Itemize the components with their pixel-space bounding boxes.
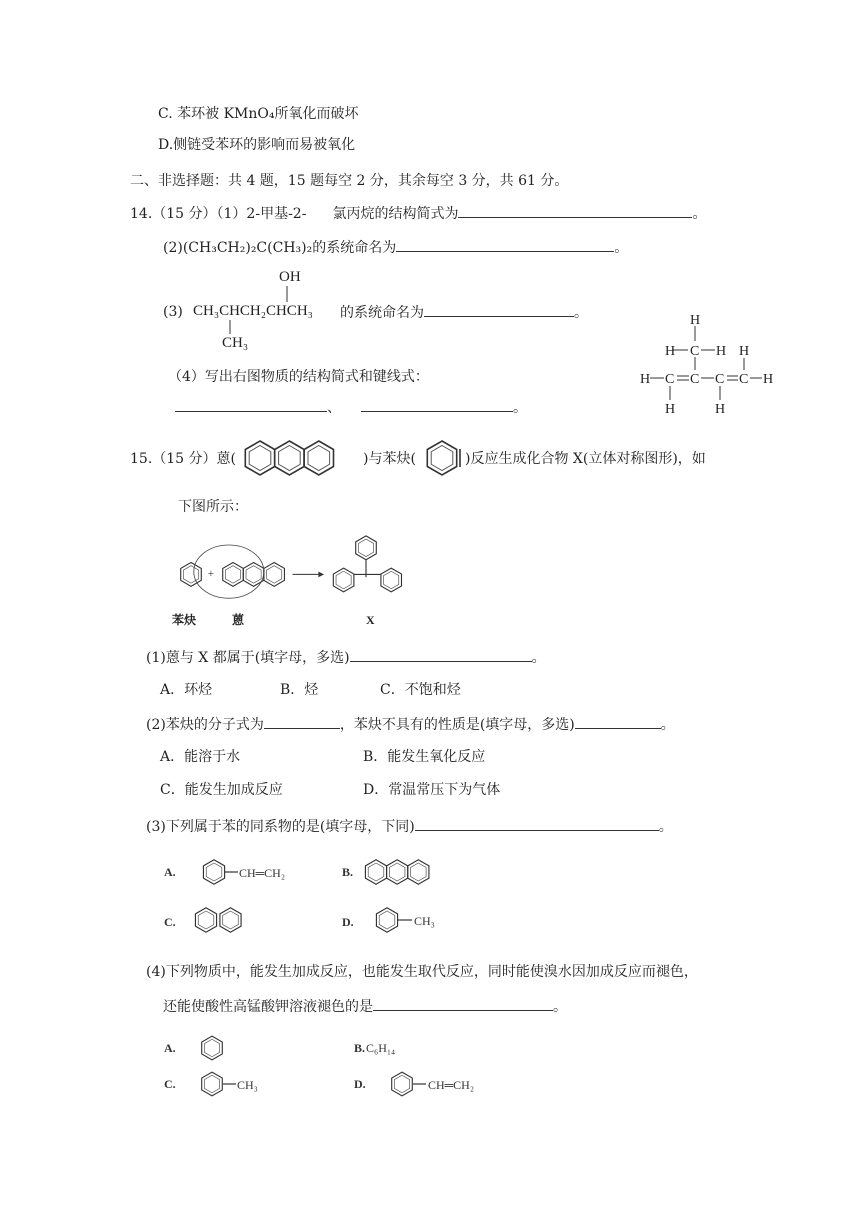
q15-intro-b: )与苯炔( <box>363 451 416 467</box>
separator: 、 <box>327 400 341 416</box>
q15-sub4-options-figure <box>162 1030 542 1110</box>
q15-sub1-opt-a: A．环烃 <box>160 682 213 698</box>
q15-sub2-opt-b: B．能发生氧化反应 <box>363 749 486 765</box>
q15-answer-1[interactable] <box>350 648 532 662</box>
q14-part3-label: (3) <box>163 304 183 320</box>
opt-b-label: B. <box>354 1041 366 1055</box>
q15-sub1 <box>146 648 546 667</box>
q14-part3-text: 的系统命名为 <box>340 305 424 321</box>
opt-b-formula: C₆H₁₄ <box>366 1041 396 1055</box>
period: 。 <box>553 999 567 1015</box>
q15-sub4-line1: (4)下列物质中，能发生加成反应，也能发生取代反应，同时能使溴水因加成反应而褪色， <box>146 964 698 980</box>
atom-h: H <box>763 372 774 387</box>
q15-answer-4[interactable] <box>373 997 553 1011</box>
q14-oh-bond <box>280 284 300 304</box>
option-d: D.侧链受苯环的影响而易被氧化 <box>158 137 356 153</box>
q14-part2 <box>163 238 628 257</box>
q14-part4-answers <box>175 398 527 417</box>
q14-answer-4a[interactable] <box>175 398 327 412</box>
opt-c-label: C. <box>164 1077 176 1091</box>
q15-sub3 <box>146 817 673 836</box>
label-anthracene: 蒽 <box>232 613 245 627</box>
opt-d-formula: CH₃ <box>414 914 435 928</box>
q14-oh-label: OH <box>279 269 301 285</box>
opt-a-label: A. <box>164 1041 176 1055</box>
period: 。 <box>574 305 588 321</box>
q15-sub2-opt-c: C．能发生加成反应 <box>160 782 283 798</box>
q15-sub4-text: 还能使酸性高锰酸钾溶液褪色的是 <box>163 999 373 1015</box>
q15-sub3-text: (3)下列属于苯的同系物的是(填字母，下同) <box>146 819 415 835</box>
label-benzyne: 苯炔 <box>172 613 197 627</box>
opt-c-label: C. <box>164 915 176 929</box>
opt-a-label: A. <box>164 865 176 879</box>
q15-sub2-opt-d: D．常温常压下为气体 <box>363 782 501 798</box>
q15-sub2-text-a: (2)苯炔的分子式为 <box>146 717 264 733</box>
q15-intro-a: 15.（15 分）蒽( <box>130 451 236 467</box>
q14-ch3-label: CH₃ <box>222 335 249 351</box>
q15-intro-c: )反应生成化合物 X(立体对称图形)，如 <box>465 451 706 467</box>
atom-h: H <box>739 344 750 359</box>
q14-part2-text: (2)(CH₃CH₂)₂C(CH₃)₂的系统命名为 <box>163 240 397 256</box>
q14-answer-1[interactable] <box>458 204 692 218</box>
q15-answer-2b[interactable] <box>575 715 661 729</box>
q14-part4-text: （4）写出右图物质的结构简式和键线式： <box>168 369 429 385</box>
q14-part1-text: 氯丙烷的结构简式为 <box>332 206 459 222</box>
atom-c: C <box>665 372 675 387</box>
opt-c-formula: CH₃ <box>237 1078 258 1092</box>
opt-a-formula: CH═CH₂ <box>239 866 286 880</box>
label-x: X <box>366 613 375 627</box>
q15-answer-2a[interactable] <box>264 715 340 729</box>
q15-sub3-options-figure <box>162 842 472 942</box>
period: 。 <box>660 717 675 733</box>
q15-sub2-text-b: ，苯炔不具有的性质是(填字母，多选) <box>339 717 575 733</box>
option-c: C. 苯环被 KMnO₄所氧化而破坏 <box>158 106 359 122</box>
opt-d-label: D. <box>342 915 354 929</box>
atom-h: H <box>665 402 676 417</box>
q14-structure-diagram <box>638 310 788 420</box>
opt-b-label: B. <box>342 865 354 879</box>
q14-part3 <box>340 303 588 322</box>
atom-c: C <box>690 344 700 359</box>
q14-formula: CH₃CHCH₂CHCH₃ <box>193 303 313 319</box>
period: 。 <box>658 819 673 835</box>
period: 。 <box>513 400 527 416</box>
opt-d-formula: CH═CH₂ <box>428 1078 475 1092</box>
q15-sub1-text: (1)蒽与 X 都属于(填字母，多选) <box>146 650 350 666</box>
q15-sub1-opt-c: C．不饱和烃 <box>380 682 461 698</box>
q15-sub2-opt-a: A．能溶于水 <box>160 749 241 765</box>
period: 。 <box>614 240 629 256</box>
q14-part1-prefix: 14.（15 分）（1）2-甲基-2- <box>130 206 307 222</box>
atom-c: C <box>715 372 725 387</box>
period: 。 <box>531 650 546 666</box>
anthracene-icon <box>240 433 360 483</box>
q15-sub4-line2 <box>163 997 567 1016</box>
opt-d-label: D. <box>354 1077 366 1091</box>
q15-answer-3[interactable] <box>415 817 659 831</box>
atom-c: C <box>690 372 700 387</box>
q15-intro-d: 下图所示： <box>178 499 248 515</box>
section-heading: 二、非选择题：共 4 题，15 题每空 2 分，其余每空 3 分，共 61 分。 <box>130 173 569 189</box>
q14-part1 <box>130 204 706 223</box>
atom-c: C <box>739 372 749 387</box>
q14-answer-3[interactable] <box>424 303 574 317</box>
atom-h: H <box>716 344 727 359</box>
svg-text:+: + <box>207 568 215 581</box>
period: 。 <box>692 206 707 222</box>
reaction-scheme <box>170 538 430 628</box>
atom-h: H <box>640 372 651 387</box>
q14-answer-2[interactable] <box>396 238 614 252</box>
atom-h: H <box>715 402 726 417</box>
atom-h: H <box>665 344 676 359</box>
q15-sub1-opt-b: B．烃 <box>280 682 319 698</box>
q15-sub2 <box>146 715 675 734</box>
q14-answer-4b[interactable] <box>361 398 513 412</box>
atom-h: H <box>690 313 701 328</box>
